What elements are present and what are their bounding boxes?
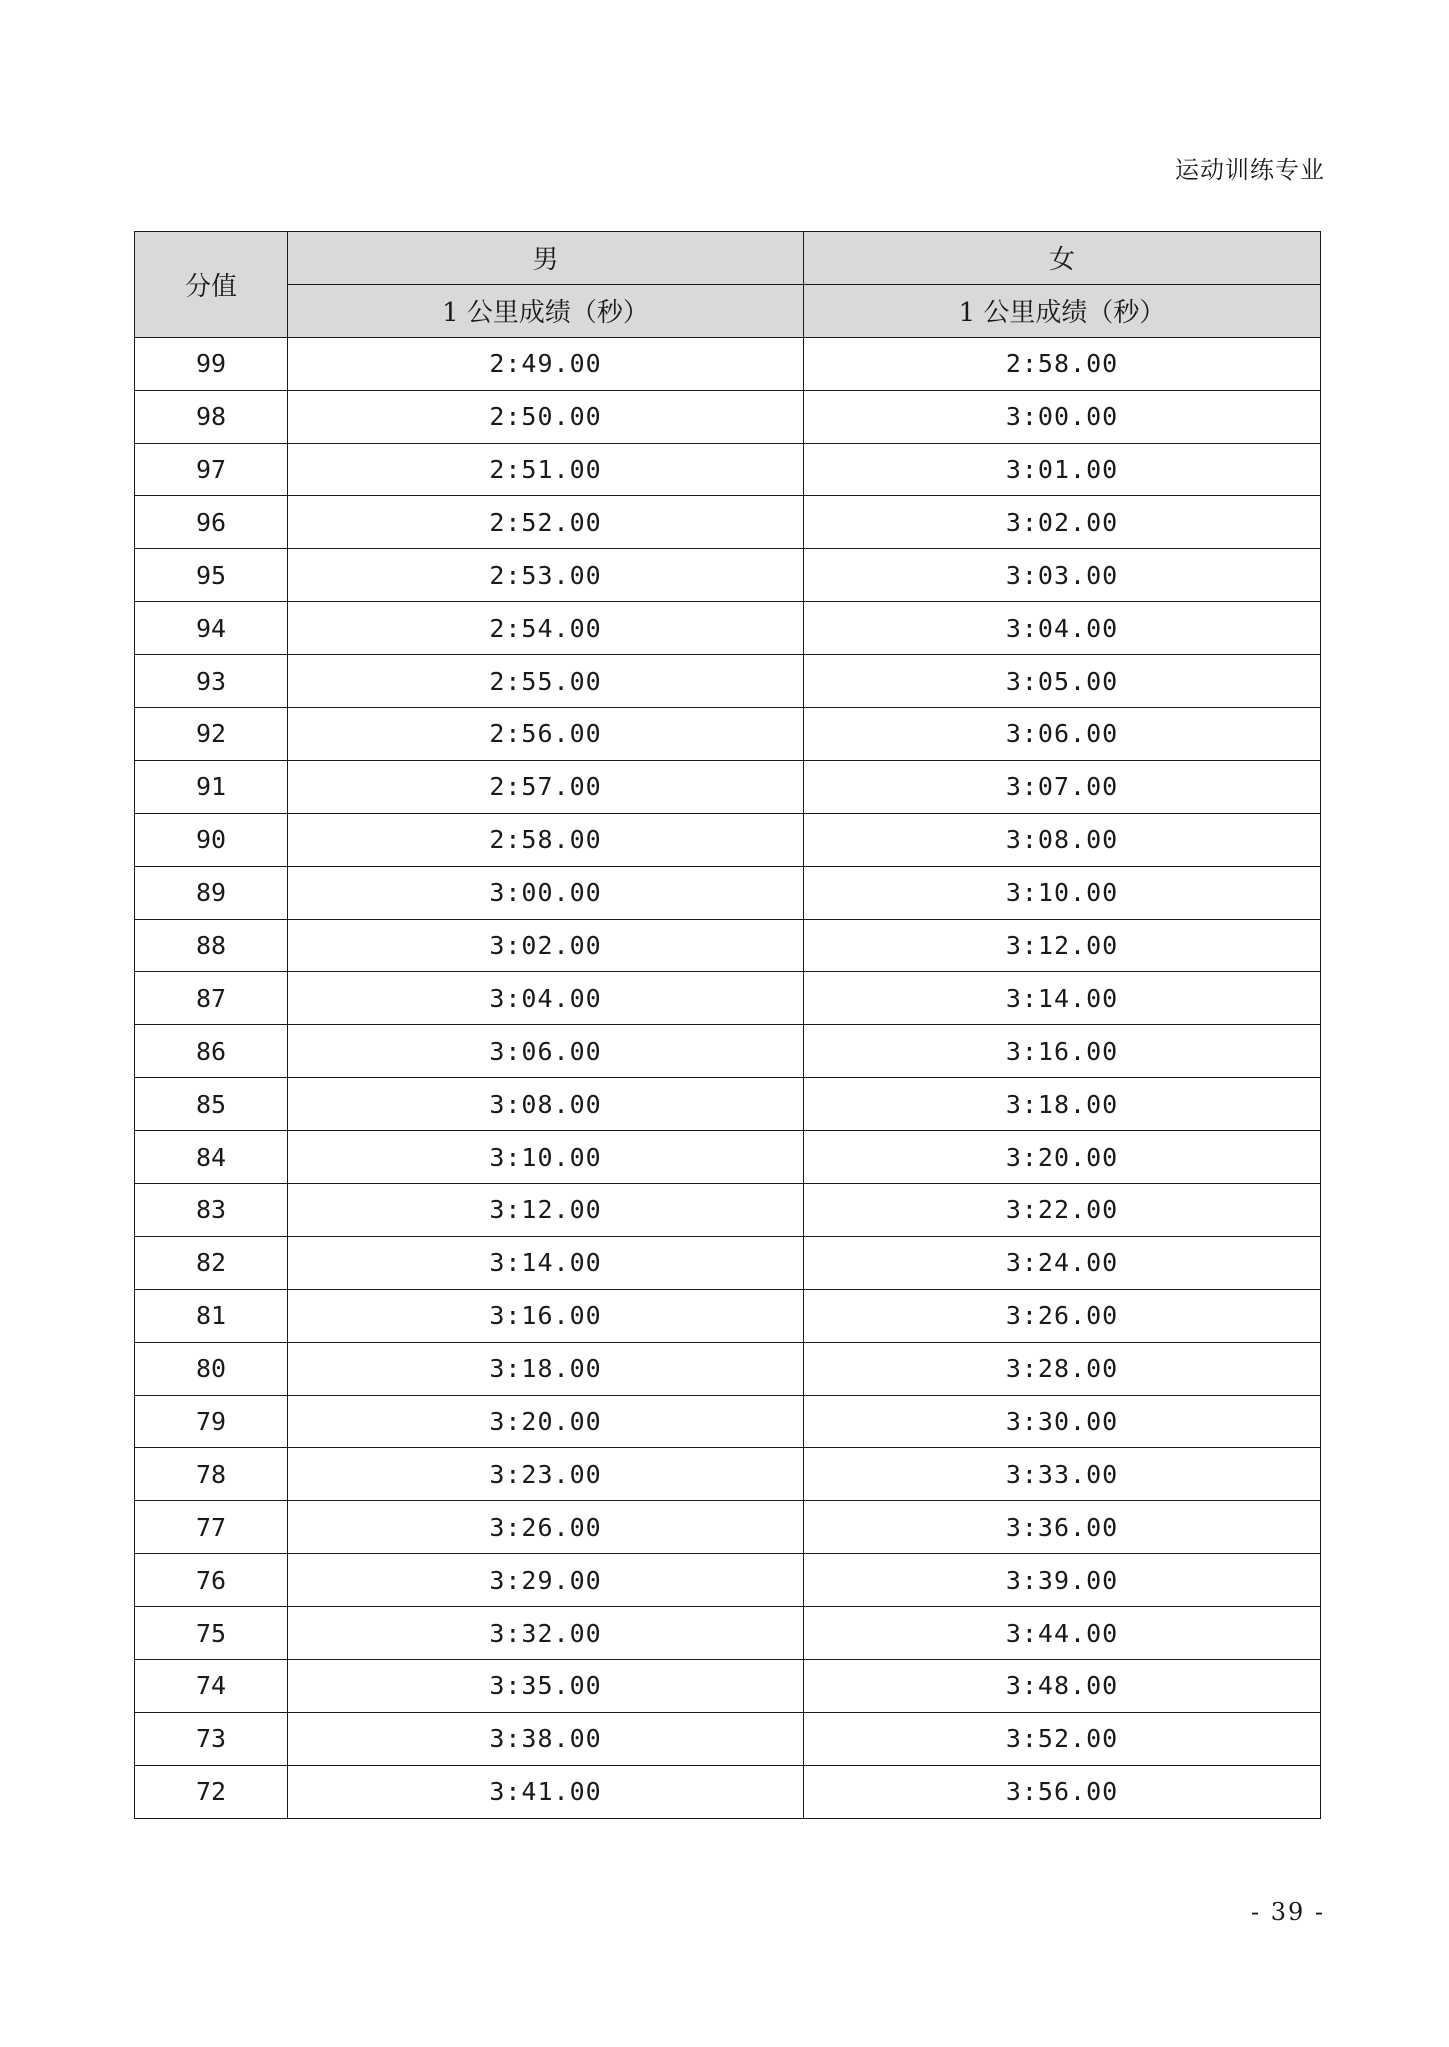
table-row (135, 655, 1321, 708)
male-time-cell: 3:00.00 (288, 866, 804, 919)
table-row (135, 972, 1321, 1025)
table-row (135, 1660, 1321, 1713)
score-cell: 88 (135, 919, 288, 972)
score-cell: 99 (135, 337, 288, 390)
column-header-male: 男 (288, 232, 804, 285)
score-cell: 87 (135, 972, 288, 1025)
male-time-cell: 3:12.00 (288, 1184, 804, 1237)
female-time-cell: 3:03.00 (804, 549, 1321, 602)
score-cell: 84 (135, 1131, 288, 1184)
score-cell: 82 (135, 1236, 288, 1289)
table-row (135, 1607, 1321, 1660)
female-time-cell: 3:02.00 (804, 496, 1321, 549)
table-row (135, 708, 1321, 761)
female-time-cell: 3:07.00 (804, 760, 1321, 813)
male-time-cell: 3:23.00 (288, 1448, 804, 1501)
female-time-cell: 2:58.00 (804, 337, 1321, 390)
score-cell: 85 (135, 1078, 288, 1131)
table-row (135, 337, 1321, 390)
table-row (135, 1342, 1321, 1395)
score-cell: 72 (135, 1765, 288, 1818)
table-row (135, 1078, 1321, 1131)
table-row (135, 866, 1321, 919)
column-header-score: 分值 (135, 232, 288, 338)
score-cell: 76 (135, 1554, 288, 1607)
table-row (135, 390, 1321, 443)
male-time-cell: 2:58.00 (288, 813, 804, 866)
table-row (135, 1289, 1321, 1342)
score-cell: 93 (135, 655, 288, 708)
male-time-cell: 3:02.00 (288, 919, 804, 972)
male-time-cell: 3:29.00 (288, 1554, 804, 1607)
table-row (135, 443, 1321, 496)
table-row (135, 496, 1321, 549)
table-row (135, 1025, 1321, 1078)
table-row (135, 1184, 1321, 1237)
male-time-cell: 2:51.00 (288, 443, 804, 496)
subheader-male-1km: 1 公里成绩（秒） (288, 284, 804, 337)
male-time-cell: 2:57.00 (288, 760, 804, 813)
male-time-cell: 3:14.00 (288, 1236, 804, 1289)
male-time-cell: 2:53.00 (288, 549, 804, 602)
table-row (135, 919, 1321, 972)
score-cell: 74 (135, 1660, 288, 1713)
table-row (135, 549, 1321, 602)
score-cell: 78 (135, 1448, 288, 1501)
female-time-cell: 3:05.00 (804, 655, 1321, 708)
table-row (135, 1501, 1321, 1554)
male-time-cell: 3:32.00 (288, 1607, 804, 1660)
table-row (135, 1712, 1321, 1765)
female-time-cell: 3:24.00 (804, 1236, 1321, 1289)
score-cell: 79 (135, 1395, 288, 1448)
female-time-cell: 3:18.00 (804, 1078, 1321, 1131)
female-time-cell: 3:04.00 (804, 602, 1321, 655)
female-time-cell: 3:30.00 (804, 1395, 1321, 1448)
male-time-cell: 3:06.00 (288, 1025, 804, 1078)
score-cell: 86 (135, 1025, 288, 1078)
female-time-cell: 3:22.00 (804, 1184, 1321, 1237)
score-cell: 91 (135, 760, 288, 813)
score-cell: 81 (135, 1289, 288, 1342)
female-time-cell: 3:14.00 (804, 972, 1321, 1025)
female-time-cell: 3:28.00 (804, 1342, 1321, 1395)
score-cell: 96 (135, 496, 288, 549)
score-cell: 97 (135, 443, 288, 496)
subheader-female-1km: 1 公里成绩（秒） (804, 284, 1321, 337)
female-time-cell: 3:08.00 (804, 813, 1321, 866)
score-cell: 80 (135, 1342, 288, 1395)
male-time-cell: 3:04.00 (288, 972, 804, 1025)
female-time-cell: 3:00.00 (804, 390, 1321, 443)
male-time-cell: 3:20.00 (288, 1395, 804, 1448)
female-time-cell: 3:20.00 (804, 1131, 1321, 1184)
female-time-cell: 3:39.00 (804, 1554, 1321, 1607)
table-row (135, 760, 1321, 813)
table-row (135, 1765, 1321, 1818)
table-body (135, 337, 1321, 1818)
female-time-cell: 3:01.00 (804, 443, 1321, 496)
female-time-cell: 3:36.00 (804, 1501, 1321, 1554)
male-time-cell: 2:52.00 (288, 496, 804, 549)
male-time-cell: 3:16.00 (288, 1289, 804, 1342)
female-time-cell: 3:52.00 (804, 1712, 1321, 1765)
table-row (135, 1554, 1321, 1607)
score-table (134, 231, 1321, 1819)
page-header-subject: 运动训练专业 (1175, 156, 1325, 184)
table-row (135, 813, 1321, 866)
male-time-cell: 2:56.00 (288, 708, 804, 761)
male-time-cell: 3:18.00 (288, 1342, 804, 1395)
score-cell: 98 (135, 390, 288, 443)
male-time-cell: 3:38.00 (288, 1712, 804, 1765)
score-cell: 89 (135, 866, 288, 919)
table-row (135, 1236, 1321, 1289)
female-time-cell: 3:56.00 (804, 1765, 1321, 1818)
score-cell: 75 (135, 1607, 288, 1660)
male-time-cell: 3:08.00 (288, 1078, 804, 1131)
male-time-cell: 3:35.00 (288, 1660, 804, 1713)
score-cell: 83 (135, 1184, 288, 1237)
male-time-cell: 2:54.00 (288, 602, 804, 655)
male-time-cell: 3:26.00 (288, 1501, 804, 1554)
score-cell: 73 (135, 1712, 288, 1765)
female-time-cell: 3:44.00 (804, 1607, 1321, 1660)
score-cell: 94 (135, 602, 288, 655)
score-cell: 77 (135, 1501, 288, 1554)
page-number: - 39 - (1250, 1898, 1325, 1926)
female-time-cell: 3:48.00 (804, 1660, 1321, 1713)
female-time-cell: 3:10.00 (804, 866, 1321, 919)
score-cell: 95 (135, 549, 288, 602)
table-header (135, 232, 1321, 338)
male-time-cell: 2:55.00 (288, 655, 804, 708)
table-row (135, 1448, 1321, 1501)
male-time-cell: 3:41.00 (288, 1765, 804, 1818)
score-cell: 92 (135, 708, 288, 761)
male-time-cell: 3:10.00 (288, 1131, 804, 1184)
female-time-cell: 3:12.00 (804, 919, 1321, 972)
female-time-cell: 3:33.00 (804, 1448, 1321, 1501)
column-header-female: 女 (804, 232, 1321, 285)
table-row (135, 602, 1321, 655)
male-time-cell: 2:50.00 (288, 390, 804, 443)
table-row (135, 1131, 1321, 1184)
female-time-cell: 3:26.00 (804, 1289, 1321, 1342)
table-row (135, 1395, 1321, 1448)
score-cell: 90 (135, 813, 288, 866)
female-time-cell: 3:06.00 (804, 708, 1321, 761)
male-time-cell: 2:49.00 (288, 337, 804, 390)
female-time-cell: 3:16.00 (804, 1025, 1321, 1078)
